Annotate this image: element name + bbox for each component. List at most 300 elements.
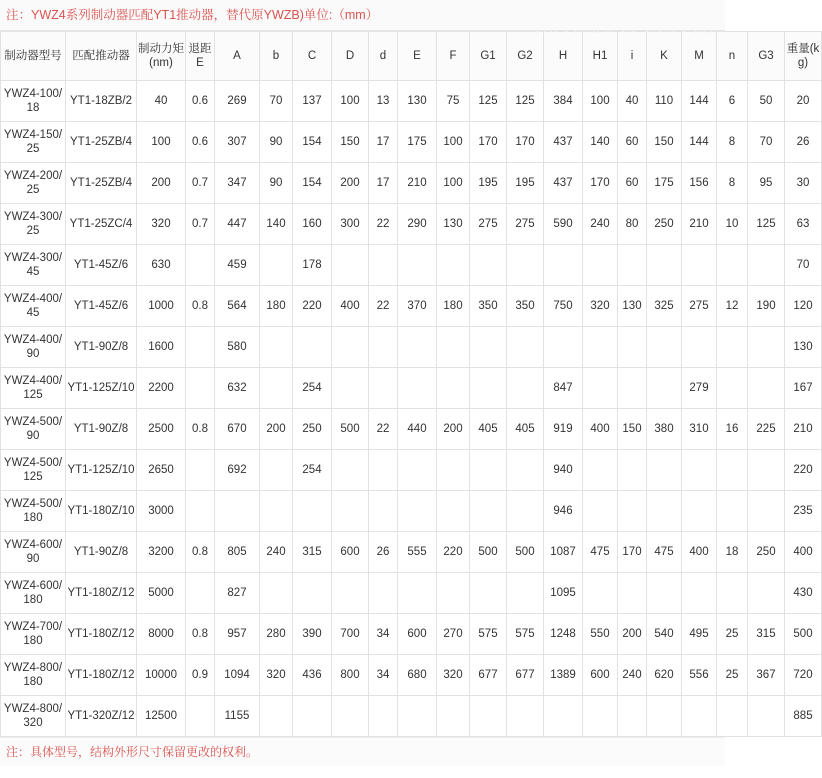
cell-h1: 240 [583, 204, 618, 245]
cell-torque: 2200 [137, 368, 186, 409]
cell-m: 310 [682, 409, 717, 450]
cell-f: 180 [437, 286, 470, 327]
header-row [1, 32, 822, 81]
cell-pusher: YT1-125Z/10 [66, 368, 137, 409]
cell-c: 436 [293, 655, 332, 696]
cell-b [260, 573, 293, 614]
cell-b [260, 491, 293, 532]
cell-k [647, 327, 682, 368]
cell-c: 178 [293, 245, 332, 286]
cell-model: YWZ4-800/180 [1, 655, 66, 696]
cell-ee: 290 [398, 204, 437, 245]
cell-weight: 120 [785, 286, 822, 327]
cell-n [717, 573, 748, 614]
col-model: 制动器型号 [1, 32, 66, 81]
cell-pusher: YT1-90Z/8 [66, 409, 137, 450]
cell-h: 1389 [544, 655, 583, 696]
cell-f [437, 573, 470, 614]
cell-i [618, 491, 647, 532]
cell-a: 805 [215, 532, 260, 573]
cell-g2 [507, 573, 544, 614]
cell-b [260, 327, 293, 368]
cell-m: 556 [682, 655, 717, 696]
col-g1: G1 [470, 32, 507, 81]
cell-model: YWZ4-400/45 [1, 286, 66, 327]
cell-b: 280 [260, 614, 293, 655]
cell-n: 16 [717, 409, 748, 450]
cell-h: 590 [544, 204, 583, 245]
cell-h: 1095 [544, 573, 583, 614]
cell-model: YWZ4-700/180 [1, 614, 66, 655]
cell-d_big: 100 [332, 81, 369, 122]
cell-f: 130 [437, 204, 470, 245]
table-row [1, 81, 822, 122]
col-d-upper: D [332, 32, 369, 81]
cell-k [647, 368, 682, 409]
cell-a: 447 [215, 204, 260, 245]
cell-g2 [507, 368, 544, 409]
cell-c: 250 [293, 409, 332, 450]
cell-g2: 677 [507, 655, 544, 696]
cell-model: YWZ4-200/25 [1, 163, 66, 204]
cell-ee: 175 [398, 122, 437, 163]
cell-f: 320 [437, 655, 470, 696]
cell-g2: 125 [507, 81, 544, 122]
cell-weight: 70 [785, 245, 822, 286]
cell-f: 100 [437, 163, 470, 204]
cell-pusher: YT1-45Z/6 [66, 245, 137, 286]
cell-g2: 275 [507, 204, 544, 245]
cell-b [260, 245, 293, 286]
col-e: E [398, 32, 437, 81]
cell-h [544, 245, 583, 286]
cell-i: 150 [618, 409, 647, 450]
table-row [1, 204, 822, 245]
cell-k: 110 [647, 81, 682, 122]
table-row [1, 655, 822, 696]
cell-m [682, 491, 717, 532]
cell-c [293, 491, 332, 532]
cell-ee [398, 491, 437, 532]
cell-k [647, 245, 682, 286]
cell-i: 130 [618, 286, 647, 327]
cell-n [717, 450, 748, 491]
cell-e: 0.7 [186, 163, 215, 204]
table-header [1, 32, 822, 81]
cell-k: 620 [647, 655, 682, 696]
cell-e: 0.8 [186, 409, 215, 450]
cell-h: 384 [544, 81, 583, 122]
col-g2: G2 [507, 32, 544, 81]
cell-b [260, 450, 293, 491]
cell-g3: 125 [748, 204, 785, 245]
cell-g1: 275 [470, 204, 507, 245]
cell-model: YWZ4-400/125 [1, 368, 66, 409]
cell-g3: 367 [748, 655, 785, 696]
cell-g1 [470, 450, 507, 491]
cell-k [647, 696, 682, 737]
cell-m [682, 696, 717, 737]
col-g3: G3 [748, 32, 785, 81]
cell-m: 279 [682, 368, 717, 409]
cell-c: 154 [293, 122, 332, 163]
cell-model: YWZ4-300/25 [1, 204, 66, 245]
cell-c: 315 [293, 532, 332, 573]
cell-h: 750 [544, 286, 583, 327]
cell-m: 275 [682, 286, 717, 327]
col-a: A [215, 32, 260, 81]
table-row [1, 286, 822, 327]
cell-ee: 370 [398, 286, 437, 327]
cell-g1 [470, 245, 507, 286]
cell-model: YWZ4-150/25 [1, 122, 66, 163]
cell-d_small [369, 491, 398, 532]
cell-h1 [583, 696, 618, 737]
cell-torque: 200 [137, 163, 186, 204]
cell-i [618, 573, 647, 614]
cell-g2 [507, 450, 544, 491]
cell-g3 [748, 573, 785, 614]
col-h1: H1 [583, 32, 618, 81]
cell-torque: 10000 [137, 655, 186, 696]
cell-ee [398, 368, 437, 409]
cell-g3 [748, 245, 785, 286]
cell-b: 140 [260, 204, 293, 245]
cell-c: 160 [293, 204, 332, 245]
cell-n: 25 [717, 655, 748, 696]
cell-d_small [369, 245, 398, 286]
cell-pusher: YT1-125Z/10 [66, 450, 137, 491]
cell-h1: 475 [583, 532, 618, 573]
cell-i [618, 245, 647, 286]
cell-ee: 440 [398, 409, 437, 450]
cell-ee [398, 245, 437, 286]
cell-ee: 130 [398, 81, 437, 122]
cell-b: 90 [260, 122, 293, 163]
cell-model: YWZ4-500/180 [1, 491, 66, 532]
table-body [1, 81, 822, 737]
cell-pusher: YT1-90Z/8 [66, 327, 137, 368]
cell-e [186, 450, 215, 491]
cell-d_small [369, 368, 398, 409]
bottom-note: 注：具体型号，结构外形尺寸保留更改的权利。 [0, 737, 725, 766]
cell-weight: 400 [785, 532, 822, 573]
cell-h1: 550 [583, 614, 618, 655]
cell-d_big: 150 [332, 122, 369, 163]
cell-c [293, 696, 332, 737]
cell-a: 1094 [215, 655, 260, 696]
cell-n [717, 327, 748, 368]
cell-a: 347 [215, 163, 260, 204]
cell-h1: 100 [583, 81, 618, 122]
cell-g3: 190 [748, 286, 785, 327]
cell-d_big [332, 450, 369, 491]
cell-torque: 630 [137, 245, 186, 286]
cell-m [682, 327, 717, 368]
cell-torque: 3000 [137, 491, 186, 532]
cell-torque: 1000 [137, 286, 186, 327]
cell-torque: 2650 [137, 450, 186, 491]
cell-f [437, 696, 470, 737]
cell-c [293, 573, 332, 614]
cell-g1 [470, 696, 507, 737]
cell-n: 18 [717, 532, 748, 573]
table-row [1, 368, 822, 409]
cell-e: 0.9 [186, 655, 215, 696]
cell-a: 827 [215, 573, 260, 614]
cell-i [618, 696, 647, 737]
cell-torque: 40 [137, 81, 186, 122]
col-h: H [544, 32, 583, 81]
cell-k [647, 450, 682, 491]
cell-torque: 5000 [137, 573, 186, 614]
cell-n [717, 491, 748, 532]
cell-torque: 2500 [137, 409, 186, 450]
col-m: M [682, 32, 717, 81]
cell-h1 [583, 573, 618, 614]
cell-n: 25 [717, 614, 748, 655]
cell-f [437, 327, 470, 368]
cell-weight: 235 [785, 491, 822, 532]
cell-a: 459 [215, 245, 260, 286]
cell-a [215, 491, 260, 532]
cell-weight: 885 [785, 696, 822, 737]
cell-k: 380 [647, 409, 682, 450]
cell-g2: 575 [507, 614, 544, 655]
cell-g3: 95 [748, 163, 785, 204]
cell-pusher: YT1-25ZB/4 [66, 122, 137, 163]
cell-h1 [583, 491, 618, 532]
col-i: i [618, 32, 647, 81]
cell-g2: 195 [507, 163, 544, 204]
cell-weight: 167 [785, 368, 822, 409]
cell-h: 437 [544, 122, 583, 163]
cell-torque: 1600 [137, 327, 186, 368]
cell-k: 325 [647, 286, 682, 327]
cell-i: 80 [618, 204, 647, 245]
cell-torque: 8000 [137, 614, 186, 655]
spec-table [0, 31, 822, 737]
cell-e: 0.8 [186, 532, 215, 573]
cell-n: 6 [717, 81, 748, 122]
cell-d_small: 22 [369, 204, 398, 245]
cell-c: 254 [293, 450, 332, 491]
cell-ee [398, 450, 437, 491]
cell-h: 946 [544, 491, 583, 532]
cell-g2: 500 [507, 532, 544, 573]
cell-weight: 63 [785, 204, 822, 245]
cell-model: YWZ4-600/90 [1, 532, 66, 573]
cell-a: 692 [215, 450, 260, 491]
table-row [1, 532, 822, 573]
cell-h: 919 [544, 409, 583, 450]
cell-h1 [583, 450, 618, 491]
cell-torque: 320 [137, 204, 186, 245]
cell-weight: 720 [785, 655, 822, 696]
cell-g3 [748, 491, 785, 532]
cell-a: 580 [215, 327, 260, 368]
cell-g2: 350 [507, 286, 544, 327]
cell-k [647, 491, 682, 532]
cell-a: 670 [215, 409, 260, 450]
cell-e [186, 327, 215, 368]
cell-g1 [470, 573, 507, 614]
cell-torque: 12500 [137, 696, 186, 737]
cell-i [618, 368, 647, 409]
cell-weight: 430 [785, 573, 822, 614]
cell-f [437, 245, 470, 286]
cell-c: 254 [293, 368, 332, 409]
cell-e [186, 245, 215, 286]
cell-g2: 405 [507, 409, 544, 450]
cell-k: 540 [647, 614, 682, 655]
cell-h1: 170 [583, 163, 618, 204]
cell-k: 250 [647, 204, 682, 245]
cell-d_big: 300 [332, 204, 369, 245]
col-k: K [647, 32, 682, 81]
cell-e [186, 491, 215, 532]
cell-d_big: 600 [332, 532, 369, 573]
cell-n [717, 368, 748, 409]
cell-model: YWZ4-800/320 [1, 696, 66, 737]
cell-d_small: 34 [369, 614, 398, 655]
cell-g1: 195 [470, 163, 507, 204]
cell-c [293, 327, 332, 368]
cell-e [186, 573, 215, 614]
cell-ee [398, 327, 437, 368]
cell-d_small: 26 [369, 532, 398, 573]
cell-weight: 30 [785, 163, 822, 204]
cell-h1 [583, 368, 618, 409]
table-row [1, 122, 822, 163]
cell-weight: 220 [785, 450, 822, 491]
cell-g3: 70 [748, 122, 785, 163]
cell-pusher: YT1-320Z/12 [66, 696, 137, 737]
col-n: n [717, 32, 748, 81]
cell-h1 [583, 327, 618, 368]
cell-b [260, 696, 293, 737]
cell-n: 8 [717, 122, 748, 163]
cell-pusher: YT1-180Z/10 [66, 491, 137, 532]
cell-i: 240 [618, 655, 647, 696]
cell-n [717, 696, 748, 737]
cell-h: 437 [544, 163, 583, 204]
cell-g3: 225 [748, 409, 785, 450]
cell-a: 957 [215, 614, 260, 655]
cell-d_small: 22 [369, 409, 398, 450]
cell-d_big: 500 [332, 409, 369, 450]
cell-h: 847 [544, 368, 583, 409]
cell-g1 [470, 327, 507, 368]
cell-f: 220 [437, 532, 470, 573]
cell-ee [398, 696, 437, 737]
col-f: F [437, 32, 470, 81]
cell-a: 564 [215, 286, 260, 327]
cell-c: 137 [293, 81, 332, 122]
cell-weight: 130 [785, 327, 822, 368]
cell-g2 [507, 327, 544, 368]
col-e-gap: 退距E [186, 32, 215, 81]
cell-d_big: 800 [332, 655, 369, 696]
cell-ee: 600 [398, 614, 437, 655]
cell-pusher: YT1-25ZB/4 [66, 163, 137, 204]
cell-pusher: YT1-45Z/6 [66, 286, 137, 327]
cell-m [682, 450, 717, 491]
cell-h [544, 327, 583, 368]
table-row [1, 491, 822, 532]
table-row [1, 409, 822, 450]
cell-h: 940 [544, 450, 583, 491]
cell-g1: 405 [470, 409, 507, 450]
cell-b: 320 [260, 655, 293, 696]
cell-m: 144 [682, 81, 717, 122]
table-row [1, 614, 822, 655]
table-row [1, 163, 822, 204]
cell-pusher: YT1-180Z/12 [66, 614, 137, 655]
cell-pusher: YT1-18ZB/2 [66, 81, 137, 122]
cell-f [437, 368, 470, 409]
cell-weight: 20 [785, 81, 822, 122]
cell-e: 0.8 [186, 286, 215, 327]
cell-d_big: 200 [332, 163, 369, 204]
cell-g3 [748, 368, 785, 409]
cell-g2 [507, 696, 544, 737]
cell-model: YWZ4-400/90 [1, 327, 66, 368]
cell-pusher: YT1-90Z/8 [66, 532, 137, 573]
cell-d_small [369, 450, 398, 491]
table-row [1, 696, 822, 737]
cell-e: 0.6 [186, 122, 215, 163]
cell-d_big [332, 327, 369, 368]
cell-h1 [583, 245, 618, 286]
cell-g3: 315 [748, 614, 785, 655]
cell-torque: 3200 [137, 532, 186, 573]
cell-b: 200 [260, 409, 293, 450]
cell-ee [398, 573, 437, 614]
cell-h1: 400 [583, 409, 618, 450]
cell-ee: 680 [398, 655, 437, 696]
cell-i [618, 327, 647, 368]
cell-c: 390 [293, 614, 332, 655]
cell-c: 220 [293, 286, 332, 327]
cell-i [618, 450, 647, 491]
cell-e [186, 368, 215, 409]
cell-i: 170 [618, 532, 647, 573]
cell-b [260, 368, 293, 409]
cell-k: 175 [647, 163, 682, 204]
cell-g2 [507, 491, 544, 532]
cell-g2: 170 [507, 122, 544, 163]
cell-g1: 125 [470, 81, 507, 122]
cell-d_small: 17 [369, 163, 398, 204]
cell-ee: 555 [398, 532, 437, 573]
cell-d_small [369, 327, 398, 368]
cell-a: 269 [215, 81, 260, 122]
cell-model: YWZ4-500/125 [1, 450, 66, 491]
cell-h1: 320 [583, 286, 618, 327]
cell-k: 150 [647, 122, 682, 163]
cell-pusher: YT1-180Z/12 [66, 655, 137, 696]
cell-g1: 677 [470, 655, 507, 696]
cell-m: 210 [682, 204, 717, 245]
cell-e: 0.6 [186, 81, 215, 122]
cell-i: 40 [618, 81, 647, 122]
cell-d_small: 34 [369, 655, 398, 696]
cell-g3 [748, 327, 785, 368]
cell-b: 70 [260, 81, 293, 122]
cell-a: 1155 [215, 696, 260, 737]
cell-a: 632 [215, 368, 260, 409]
